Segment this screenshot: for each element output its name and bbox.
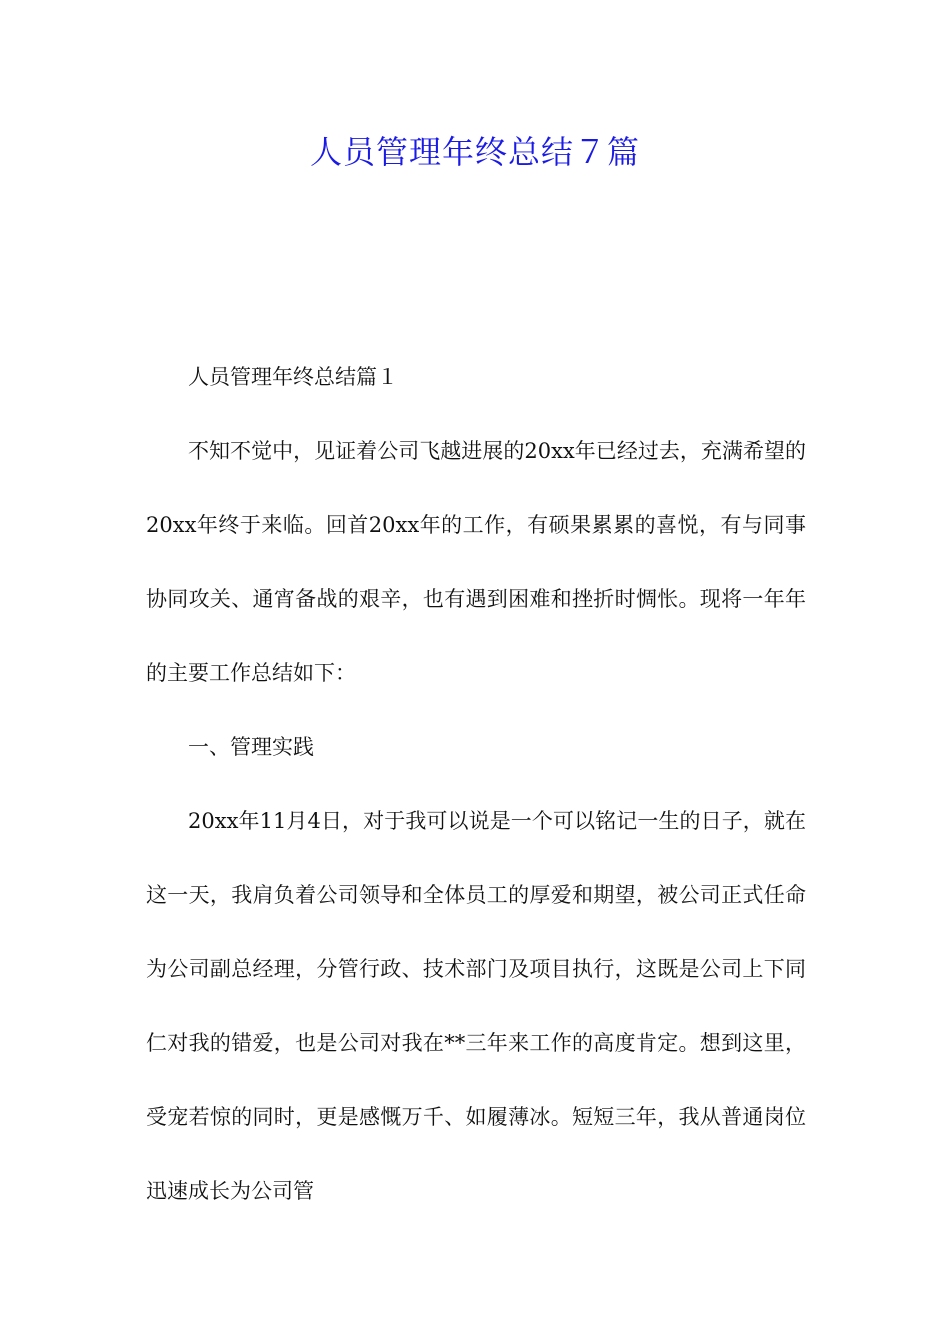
section-title: 人员管理年终总结篇１ (188, 365, 398, 389)
document-title: 人员管理年终总结７篇 (309, 133, 640, 171)
paragraph-intro: 不知不觉中，见证着公司飞越进展的20xx年已经过去，充满希望的20xx年终于来临。回首20xx年的工作，有硕果累累的喜悦，有与同事协同攻关、通宵备战的艰辛，也有遇到困难和挫折时惆怅。现将一年年的主要工作总结如下： (146, 439, 806, 685)
subheading-management-practice: 一、管理实践 (188, 735, 314, 759)
document-body (146, 340, 806, 1228)
paragraph-management: 20xx年11月4日，对于我可以说是一个可以铭记一生的日子，就在这一天，我肩负着公司领导和全体员工的厚爱和期望，被公司正式任命为公司副总经理，分管行政、技术部门及项目执行，这既是公司上下同仁对我的错爱，也是公司对我在**三年来工作的高度肯定。想到这里，受宠若惊的同时，更是感慨万千、如履薄冰。短短三年，我从普通岗位迅速成长为公司管 (146, 809, 806, 1203)
